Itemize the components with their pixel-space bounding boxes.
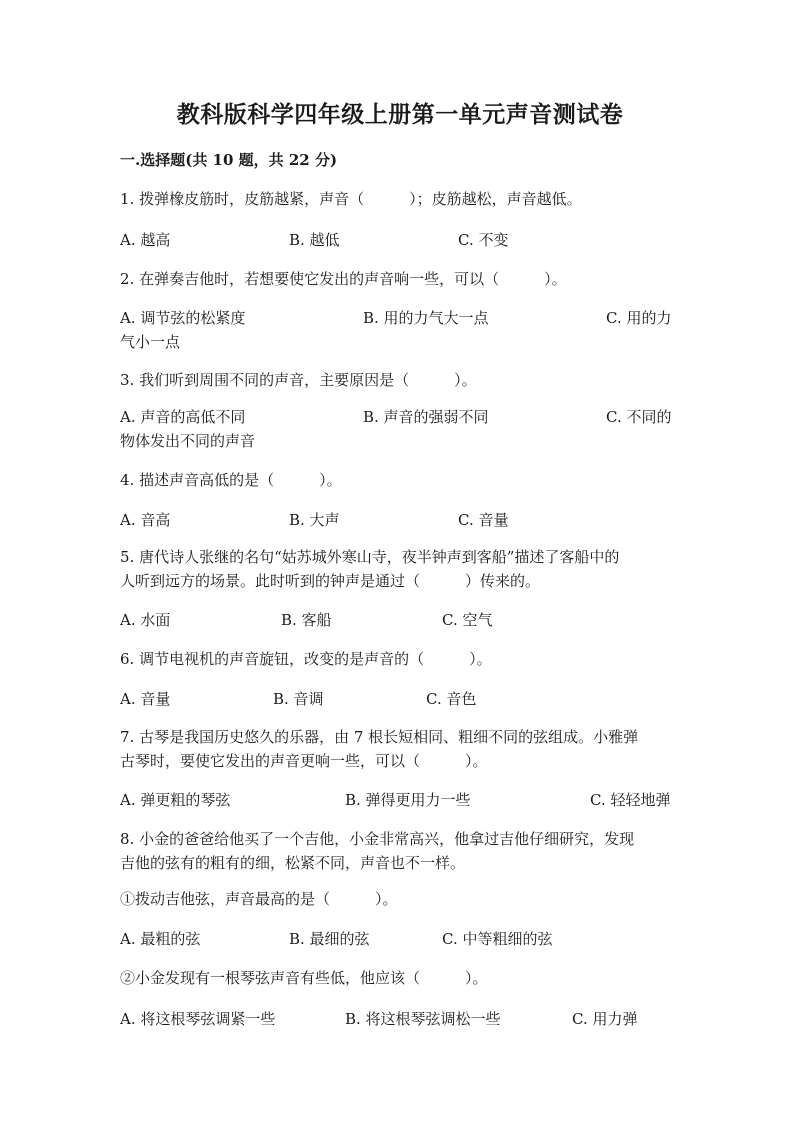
- question-8-sub-2-stem: ②小金发现有一根琴弦声音有些低，他应该（ ）。: [120, 969, 488, 987]
- question-3-option-c-continued: 物体发出不同的声音: [120, 432, 256, 450]
- question-5-stem: 5. 唐代诗人张继的名句“姑苏城外寒山寺，夜半钟声到客船”描述了客船中的: [120, 548, 620, 566]
- question-8-stem-continued: 吉他的弦有的粗有的细，松紧不同，声音也不一样。: [120, 854, 466, 872]
- question-4-option-a: A. 音高: [120, 511, 171, 529]
- question-3-option-c: C. 不同的: [606, 408, 672, 426]
- question-4-option-b: B. 大声: [289, 511, 340, 529]
- question-2-option-a: A. 调节弦的松紧度: [120, 309, 246, 327]
- question-6-stem: 6. 调节电视机的声音旋钮，改变的是声音的（ ）。: [120, 650, 492, 668]
- question-8-sub-1-option-a: A. 最粗的弦: [120, 930, 201, 948]
- question-1-option-c: C. 不变: [458, 231, 509, 249]
- question-5-option-c: C. 空气: [442, 611, 493, 629]
- question-1-option-b: B. 越低: [289, 231, 340, 249]
- section-heading: 一.选择题(共 10 题，共 22 分): [120, 151, 338, 169]
- question-3-option-b: B. 声音的强弱不同: [363, 408, 489, 426]
- question-3-stem: 3. 我们听到周围不同的声音，主要原因是（ ）。: [120, 371, 477, 389]
- question-6-option-b: B. 音调: [273, 690, 324, 708]
- question-3-option-a: A. 声音的高低不同: [120, 408, 246, 426]
- question-8-sub-1-option-b: B. 最细的弦: [289, 930, 370, 948]
- question-1-stem: 1. 拨弹橡皮筋时，皮筋越紧，声音（ ）；皮筋越松，声音越低。: [120, 190, 582, 208]
- question-2-stem: 2. 在弹奏吉他时，若想要使它发出的声音响一些，可以（ ）。: [120, 270, 567, 288]
- question-5-option-b: B. 客船: [281, 611, 332, 629]
- question-7-stem: 7. 古琴是我国历史悠久的乐器，由 7 根长短相同、粗细不同的弦组成。小雅弹: [120, 728, 639, 746]
- question-1-option-a: A. 越高: [120, 231, 171, 249]
- question-4-stem: 4. 描述声音高低的是（ ）。: [120, 471, 342, 489]
- question-2-option-b: B. 用的力气大一点: [363, 309, 489, 327]
- question-7-option-c: C. 轻轻地弹: [590, 791, 671, 809]
- question-7-option-b: B. 弹得更用力一些: [345, 791, 471, 809]
- question-6-option-c: C. 音色: [426, 690, 477, 708]
- question-8-sub-2-option-b: B. 将这根琴弦调松一些: [345, 1010, 501, 1028]
- exam-title: 教科版科学四年级上册第一单元声音测试卷: [176, 101, 624, 128]
- question-5-option-a: A. 水面: [120, 611, 171, 629]
- question-2-option-c: C. 用的力: [606, 309, 672, 327]
- question-2-option-c-continued: 气小一点: [120, 333, 181, 351]
- question-6-option-a: A. 音量: [120, 690, 171, 708]
- question-8-sub-1-option-c: C. 中等粗细的弦: [442, 930, 553, 948]
- question-7-option-a: A. 弹更粗的琴弦: [120, 791, 231, 809]
- question-8-sub-2-option-a: A. 将这根琴弦调紧一些: [120, 1010, 276, 1028]
- question-8-sub-1-stem: ①拨动吉他弦，声音最高的是（ ）。: [120, 890, 398, 908]
- question-8-stem: 8. 小金的爸爸给他买了一个吉他，小金非常高兴，他拿过吉他仔细研究，发现: [120, 830, 635, 848]
- question-7-stem-continued: 古琴时，要使它发出的声音更响一些，可以（ ）。: [120, 752, 488, 770]
- question-4-option-c: C. 音量: [458, 511, 509, 529]
- question-8-sub-2-option-c: C. 用力弹: [572, 1010, 638, 1028]
- question-5-stem-continued: 人听到远方的场景。此时听到的钟声是通过（ ）传来的。: [120, 572, 541, 590]
